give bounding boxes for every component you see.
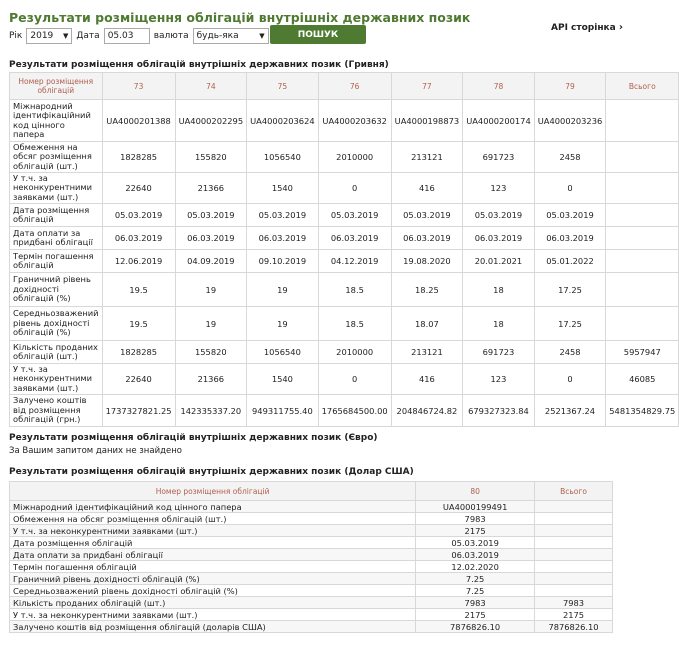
table-row	[10, 585, 613, 597]
total-cell	[606, 173, 679, 204]
table-cell: 05.03.2019	[391, 204, 463, 227]
table-cell: 204846724.82	[391, 395, 463, 427]
table-cell: 12.02.2020	[416, 561, 535, 573]
table-cell: 949311755.40	[247, 395, 319, 427]
table-cell: 05.03.2019	[247, 204, 319, 227]
total-cell	[606, 227, 679, 250]
table-cell: 123	[463, 173, 535, 204]
table-cell: 1828285	[102, 142, 175, 173]
table-row	[10, 142, 679, 173]
total-cell	[535, 513, 613, 525]
table-row	[10, 204, 679, 227]
column-header-total: Всього	[606, 73, 679, 100]
table-row	[10, 621, 613, 633]
total-cell	[606, 307, 679, 341]
table-cell: 0	[534, 364, 606, 395]
table-cell: 17.25	[534, 307, 606, 341]
total-cell: 5481354829.75	[606, 395, 679, 427]
api-link[interactable]	[551, 22, 623, 33]
column-header: 78	[463, 73, 535, 100]
total-cell: 7983	[535, 597, 613, 609]
row-label: Дата оплати за придбані облігації	[10, 549, 416, 561]
table-cell: 0	[318, 173, 391, 204]
table-cell: 1765684500.00	[318, 395, 391, 427]
currency-label: валюта	[153, 31, 189, 41]
table-cell: 19	[175, 273, 247, 307]
table-cell: 06.03.2019	[534, 227, 606, 250]
table-cell: 09.10.2019	[247, 250, 319, 273]
table-cell: UA4000202295	[175, 100, 247, 142]
table-cell: 19.5	[102, 307, 175, 341]
total-cell	[535, 573, 613, 585]
table-row	[10, 549, 613, 561]
column-header-placement-number: Номер розміщення облігацій	[10, 73, 103, 100]
table-cell: 22640	[102, 173, 175, 204]
page-title: Результати розміщення облігацій внутрішніх державних позик	[9, 10, 471, 25]
table-cell: 7.25	[416, 585, 535, 597]
row-label: Дата розміщення облігацій	[10, 537, 416, 549]
date-label: Дата	[76, 31, 100, 41]
table-row	[10, 597, 613, 609]
chevron-down-icon: ▼	[62, 32, 69, 40]
table-cell: 213121	[391, 341, 463, 364]
row-label: У т.ч. за неконкурентними заявками (шт.)	[10, 525, 416, 537]
arrow-right-icon: ›	[618, 22, 623, 33]
table-cell: 0	[534, 173, 606, 204]
year-label: Рік	[9, 31, 23, 41]
row-label: Середньозважений рівень дохідності облігацій (%)	[10, 307, 103, 341]
row-label: Обмеження на обсяг розміщення облігацій (шт.)	[10, 513, 416, 525]
table-cell: 7983	[416, 597, 535, 609]
row-label: Міжнародний ідентифікаційний код цінного папера	[10, 501, 416, 513]
row-label: Дата оплати за придбані облігації	[10, 227, 103, 250]
date-input-value: 05.03	[107, 31, 134, 41]
column-header: 74	[175, 73, 247, 100]
table-cell: 1056540	[247, 142, 319, 173]
table-cell: 19	[247, 273, 319, 307]
table-cell: 7.25	[416, 573, 535, 585]
search-button[interactable]: ПОШУК	[270, 25, 366, 44]
table-row	[10, 273, 679, 307]
table-cell: 18.25	[391, 273, 463, 307]
table-row	[10, 100, 679, 142]
table-row	[10, 537, 613, 549]
table-cell: 1540	[247, 173, 319, 204]
table-cell: 2010000	[318, 341, 391, 364]
table-cell: 19.5	[102, 273, 175, 307]
api-link-label[interactable]: API сторінка	[551, 23, 616, 33]
column-header-placement-number: Номер розміщення облігацій	[10, 482, 416, 501]
table-cell: 2010000	[318, 142, 391, 173]
table-cell: 18.07	[391, 307, 463, 341]
eur-empty-note: За Вашим запитом даних не знайдено	[9, 446, 182, 456]
table-cell: 19	[247, 307, 319, 341]
table-cell: 04.09.2019	[175, 250, 247, 273]
table-cell: 1056540	[247, 341, 319, 364]
row-label: Дата розміщення облігацій	[10, 204, 103, 227]
table-row	[10, 364, 679, 395]
table-cell: UA4000199491	[416, 501, 535, 513]
table-cell: UA4000200174	[463, 100, 535, 142]
table-row	[10, 525, 613, 537]
table-cell: UA4000201388	[102, 100, 175, 142]
table-cell: 05.03.2019	[318, 204, 391, 227]
table-row	[10, 227, 679, 250]
table-cell: 05.01.2022	[534, 250, 606, 273]
total-cell	[606, 100, 679, 142]
table-cell: 7876826.10	[416, 621, 535, 633]
table-cell: 155820	[175, 142, 247, 173]
table-row	[10, 395, 679, 427]
table-cell: 05.03.2019	[175, 204, 247, 227]
table-cell: 20.01.2021	[463, 250, 535, 273]
row-label: Граничний рівень дохідності облігацій (%)	[10, 273, 103, 307]
row-label: Термін погашення облігацій	[10, 250, 103, 273]
table-cell: 06.03.2019	[175, 227, 247, 250]
table-row	[10, 173, 679, 204]
table-cell: 213121	[391, 142, 463, 173]
table-cell: UA4000203236	[534, 100, 606, 142]
table-cell: 155820	[175, 341, 247, 364]
uah-section-title: Результати розміщення облігацій внутрішніх державних позик (Гривня)	[9, 60, 389, 70]
table-row	[10, 501, 613, 513]
table-cell: UA4000203624	[247, 100, 319, 142]
table-cell: 12.06.2019	[102, 250, 175, 273]
column-header: 75	[247, 73, 319, 100]
row-label: Кількість проданих облігацій (шт.)	[10, 341, 103, 364]
total-cell	[606, 250, 679, 273]
table-cell: 1737327821.25	[102, 395, 175, 427]
table-cell: 06.03.2019	[463, 227, 535, 250]
row-label: У т.ч. за неконкурентними заявками (шт.)	[10, 364, 103, 395]
year-select[interactable]	[26, 28, 72, 44]
table-cell: 18.5	[318, 273, 391, 307]
column-header-total: Всього	[535, 482, 613, 501]
uah-results-table	[9, 72, 679, 427]
table-cell: 18	[463, 307, 535, 341]
table-cell: 2175	[416, 525, 535, 537]
total-cell: 5957947	[606, 341, 679, 364]
table-cell: 05.03.2019	[416, 537, 535, 549]
table-cell: 19.08.2020	[391, 250, 463, 273]
row-label: Граничний рівень дохідності облігацій (%)	[10, 573, 416, 585]
table-cell: 416	[391, 173, 463, 204]
table-cell: 18.5	[318, 307, 391, 341]
currency-select[interactable]	[193, 28, 269, 44]
date-input[interactable]	[104, 28, 150, 44]
row-label: Кількість проданих облігацій (шт.)	[10, 597, 416, 609]
table-cell: 679327323.84	[463, 395, 535, 427]
table-cell: 05.03.2019	[463, 204, 535, 227]
table-row	[10, 561, 613, 573]
table-cell: 1828285	[102, 341, 175, 364]
table-cell: 142335337.20	[175, 395, 247, 427]
table-cell: 19	[175, 307, 247, 341]
column-header: 77	[391, 73, 463, 100]
table-cell: 06.03.2019	[391, 227, 463, 250]
table-row	[10, 573, 613, 585]
table-cell: 06.03.2019	[247, 227, 319, 250]
usd-results-table	[9, 481, 613, 633]
total-cell	[535, 501, 613, 513]
filter-bar	[9, 27, 273, 45]
row-label: Залучено коштів від розміщення облігацій (доларів США)	[10, 621, 416, 633]
column-header: 80	[416, 482, 535, 501]
table-cell: 05.03.2019	[534, 204, 606, 227]
row-label: У т.ч. за неконкурентними заявками (шт.)	[10, 609, 416, 621]
table-cell: 04.12.2019	[318, 250, 391, 273]
row-label: Обмеження на обсяг розміщення облігацій (шт.)	[10, 142, 103, 173]
total-cell: 2175	[535, 609, 613, 621]
row-label: Залучено коштів від розміщення облігацій (грн.)	[10, 395, 103, 427]
column-header: 76	[318, 73, 391, 100]
usd-section-title: Результати розміщення облігацій внутрішніх державних позик (Долар США)	[9, 467, 414, 477]
total-cell	[606, 142, 679, 173]
table-cell: 21366	[175, 173, 247, 204]
table-cell: 17.25	[534, 273, 606, 307]
total-cell	[606, 204, 679, 227]
eur-section-title: Результати розміщення облігацій внутрішніх державних позик (Євро)	[9, 433, 378, 443]
total-cell	[535, 537, 613, 549]
table-cell: 06.03.2019	[416, 549, 535, 561]
table-cell: 06.03.2019	[318, 227, 391, 250]
table-cell: 2175	[416, 609, 535, 621]
table-row	[10, 609, 613, 621]
table-cell: 06.03.2019	[102, 227, 175, 250]
table-cell: 416	[391, 364, 463, 395]
table-cell: UA4000203632	[318, 100, 391, 142]
chevron-down-icon: ▼	[259, 32, 265, 40]
total-cell	[535, 585, 613, 597]
table-row	[10, 250, 679, 273]
table-cell: 22640	[102, 364, 175, 395]
total-cell: 7876826.10	[535, 621, 613, 633]
table-cell: 1540	[247, 364, 319, 395]
table-cell: 18	[463, 273, 535, 307]
table-row	[10, 341, 679, 364]
table-row	[10, 307, 679, 341]
currency-select-value: будь-яка	[196, 31, 239, 41]
total-cell	[535, 549, 613, 561]
table-cell: 691723	[463, 142, 535, 173]
table-cell: 691723	[463, 341, 535, 364]
table-cell: 2458	[534, 142, 606, 173]
column-header: 79	[534, 73, 606, 100]
table-cell: UA4000198873	[391, 100, 463, 142]
row-label: У т.ч. за неконкурентними заявками (шт.)	[10, 173, 103, 204]
table-cell: 05.03.2019	[102, 204, 175, 227]
table-cell: 7983	[416, 513, 535, 525]
table-cell: 21366	[175, 364, 247, 395]
year-select-value: 2019	[30, 31, 54, 41]
total-cell	[535, 561, 613, 573]
total-cell	[606, 273, 679, 307]
row-label: Термін погашення облігацій	[10, 561, 416, 573]
table-cell: 0	[318, 364, 391, 395]
table-row	[10, 513, 613, 525]
table-cell: 2458	[534, 341, 606, 364]
total-cell: 46085	[606, 364, 679, 395]
row-label: Міжнародний ідентифікаційний код цінного папера	[10, 100, 103, 142]
table-cell: 123	[463, 364, 535, 395]
row-label: Середньозважений рівень дохідності облігацій (%)	[10, 585, 416, 597]
total-cell	[535, 525, 613, 537]
column-header: 73	[102, 73, 175, 100]
table-cell: 2521367.24	[534, 395, 606, 427]
